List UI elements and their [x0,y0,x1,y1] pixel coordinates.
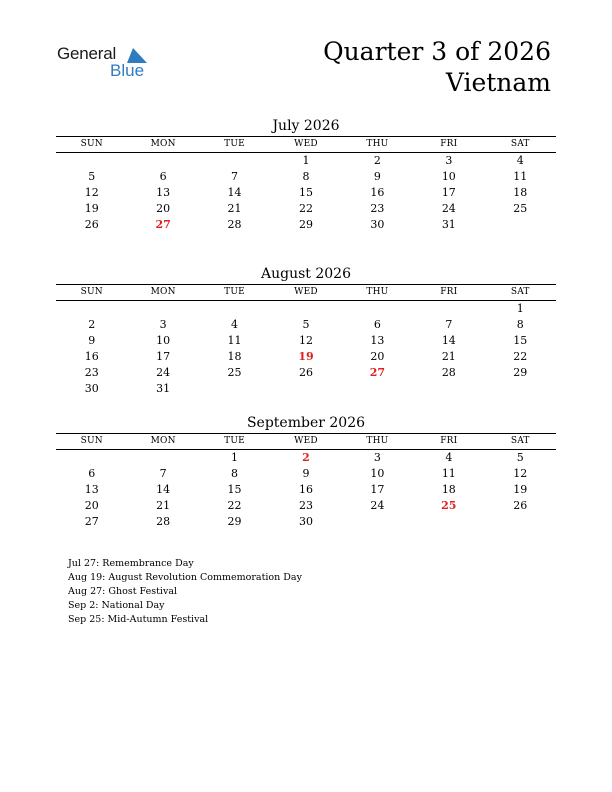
day-cell: 6 [373,318,381,331]
week-row [56,466,556,482]
empty-day-cell [199,153,270,169]
week-row [56,482,556,498]
empty-day-cell [413,301,484,317]
day-cell: 31 [156,382,171,395]
day-cell: 16 [370,186,385,199]
weekday-header-row [56,434,556,449]
week-row [56,201,556,217]
holiday-day-cell: 19 [298,350,314,363]
day-cell: 4 [231,318,239,331]
day-cell: 21 [441,350,456,363]
day-cell: 19 [84,202,99,215]
weekday-label: FRI [440,436,458,446]
week-row [56,498,556,514]
weekday-label: THU [366,139,389,149]
day-cell: 23 [298,499,313,512]
day-cell: 27 [84,515,99,528]
day-cell: 31 [441,218,456,231]
holiday-note: Sep 2: National Day [68,600,165,611]
weekday-label: WED [294,287,318,297]
empty-day-cell [127,450,198,466]
day-cell: 7 [231,170,239,183]
day-cell: 1 [302,154,310,167]
empty-day-cell [199,381,270,397]
weekday-label: SAT [510,436,530,446]
day-cell: 14 [441,334,456,347]
empty-day-cell [56,301,127,317]
title-country: Vietnam [445,68,551,97]
weekday-header-row [56,285,556,300]
day-cell: 6 [159,170,167,183]
week-row [56,333,556,349]
empty-day-cell [413,381,484,397]
day-cell: 20 [84,499,99,512]
empty-day-cell [270,381,341,397]
day-cell: 3 [373,451,381,464]
day-cell: 18 [441,483,456,496]
day-cell: 3 [445,154,453,167]
holiday-day-cell: 2 [302,451,310,464]
empty-day-cell [485,514,556,530]
weekday-label: WED [294,436,318,446]
empty-day-cell [342,301,413,317]
day-cell: 9 [88,334,96,347]
day-cell: 9 [373,170,381,183]
weekday-label: WED [294,139,318,149]
day-cell: 11 [441,467,456,480]
day-cell: 20 [156,202,171,215]
day-cell: 7 [159,467,167,480]
day-cell: 10 [441,170,456,183]
weekday-label: FRI [440,287,458,297]
day-cell: 24 [441,202,456,215]
weekday-label: THU [366,287,389,297]
title-quarter: Quarter 3 of 2026 [323,37,551,66]
weekday-label: SUN [80,139,103,149]
day-cell: 15 [513,334,528,347]
day-cell: 30 [84,382,99,395]
day-cell: 14 [227,186,242,199]
empty-day-cell [127,153,198,169]
holiday-note: Aug 27: Ghost Festival [68,586,178,597]
day-cell: 11 [513,170,528,183]
weekday-label: TUE [224,436,245,446]
weekday-label: SAT [510,139,530,149]
weekday-label: MON [150,139,176,149]
day-cell: 20 [370,350,385,363]
day-cell: 4 [516,154,524,167]
weekday-label: TUE [224,287,245,297]
holiday-day-cell: 27 [369,366,386,379]
day-cell: 8 [231,467,239,480]
day-cell: 15 [298,186,313,199]
week-row [56,381,556,397]
week-row [56,153,556,169]
day-cell: 17 [156,350,171,363]
day-cell: 26 [298,366,313,379]
day-cell: 28 [441,366,456,379]
day-cell: 3 [159,318,167,331]
weekday-label: TUE [224,139,245,149]
empty-day-cell [485,381,556,397]
day-cell: 13 [84,483,99,496]
week-row [56,317,556,333]
page-title [323,36,551,98]
weekday-label: SUN [80,436,103,446]
day-cell: 13 [156,186,171,199]
day-cell: 24 [370,499,385,512]
weekday-label: SUN [80,287,103,297]
day-cell: 8 [302,170,310,183]
weekday-label: MON [150,436,176,446]
day-cell: 5 [516,451,524,464]
day-cell: 18 [227,350,242,363]
day-cell: 10 [370,467,385,480]
day-cell: 5 [302,318,310,331]
day-cell: 25 [227,366,242,379]
day-cell: 2 [88,318,96,331]
week-row [56,301,556,317]
month-september [56,413,556,530]
day-cell: 16 [298,483,313,496]
week-row [56,349,556,365]
month-july [56,116,556,233]
day-cell: 1 [516,302,524,315]
day-cell: 29 [227,515,242,528]
day-cell: 10 [156,334,171,347]
empty-day-cell [485,217,556,233]
logo-word-general: General [57,44,117,63]
empty-day-cell [342,514,413,530]
day-cell: 21 [227,202,242,215]
month-august [56,264,556,397]
day-cell: 12 [298,334,313,347]
day-cell: 22 [227,499,242,512]
day-cell: 22 [298,202,313,215]
week-row [56,514,556,530]
weeks [56,301,556,397]
empty-day-cell [342,381,413,397]
week-row [56,185,556,201]
holiday-note: Aug 19: August Revolution Commemoration Day [68,572,302,583]
day-cell: 11 [227,334,242,347]
week-row [56,365,556,381]
weeks [56,153,556,233]
weeks [56,450,556,530]
holiday-day-cell: 27 [155,218,171,231]
holiday-note: Jul 27: Remembrance Day [68,558,194,569]
day-cell: 12 [513,467,528,480]
day-cell: 19 [513,483,528,496]
empty-day-cell [56,153,127,169]
weekday-label: THU [366,436,389,446]
day-cell: 23 [84,366,99,379]
weekday-header-row [56,137,556,152]
week-row [56,450,556,466]
day-cell: 4 [445,451,453,464]
month-title: July 2026 [272,118,340,134]
day-cell: 7 [445,318,453,331]
generalblue-logo [57,44,157,84]
day-cell: 25 [513,202,528,215]
day-cell: 15 [227,483,242,496]
day-cell: 23 [370,202,385,215]
month-title: September 2026 [246,415,366,431]
holiday-note: Sep 25: Mid-Autumn Festival [68,614,209,625]
day-cell: 1 [231,451,239,464]
day-cell: 16 [84,350,99,363]
day-cell: 22 [513,350,528,363]
empty-day-cell [56,450,127,466]
day-cell: 24 [156,366,171,379]
holiday-day-cell: 25 [441,499,457,512]
day-cell: 21 [156,499,171,512]
day-cell: 30 [370,218,385,231]
day-cell: 14 [156,483,171,496]
day-cell: 5 [88,170,96,183]
day-cell: 8 [516,318,524,331]
day-cell: 26 [84,218,99,231]
weekday-label: FRI [440,139,458,149]
day-cell: 17 [370,483,385,496]
empty-day-cell [127,301,198,317]
empty-day-cell [413,514,484,530]
day-cell: 6 [88,467,96,480]
week-row [56,217,556,233]
day-cell: 28 [156,515,171,528]
holiday-notes [68,557,548,627]
week-row [56,169,556,185]
day-cell: 28 [227,218,242,231]
logo-word-blue: Blue [110,61,145,80]
day-cell: 9 [302,467,310,480]
day-cell: 30 [298,515,313,528]
day-cell: 29 [513,366,528,379]
day-cell: 13 [370,334,385,347]
day-cell: 12 [84,186,99,199]
empty-day-cell [199,301,270,317]
day-cell: 29 [298,218,313,231]
weekday-label: SAT [510,287,530,297]
weekday-label: MON [150,287,176,297]
day-cell: 26 [513,499,528,512]
day-cell: 18 [513,186,528,199]
month-title: August 2026 [261,266,351,282]
empty-day-cell [270,301,341,317]
day-cell: 2 [373,154,381,167]
day-cell: 17 [441,186,456,199]
